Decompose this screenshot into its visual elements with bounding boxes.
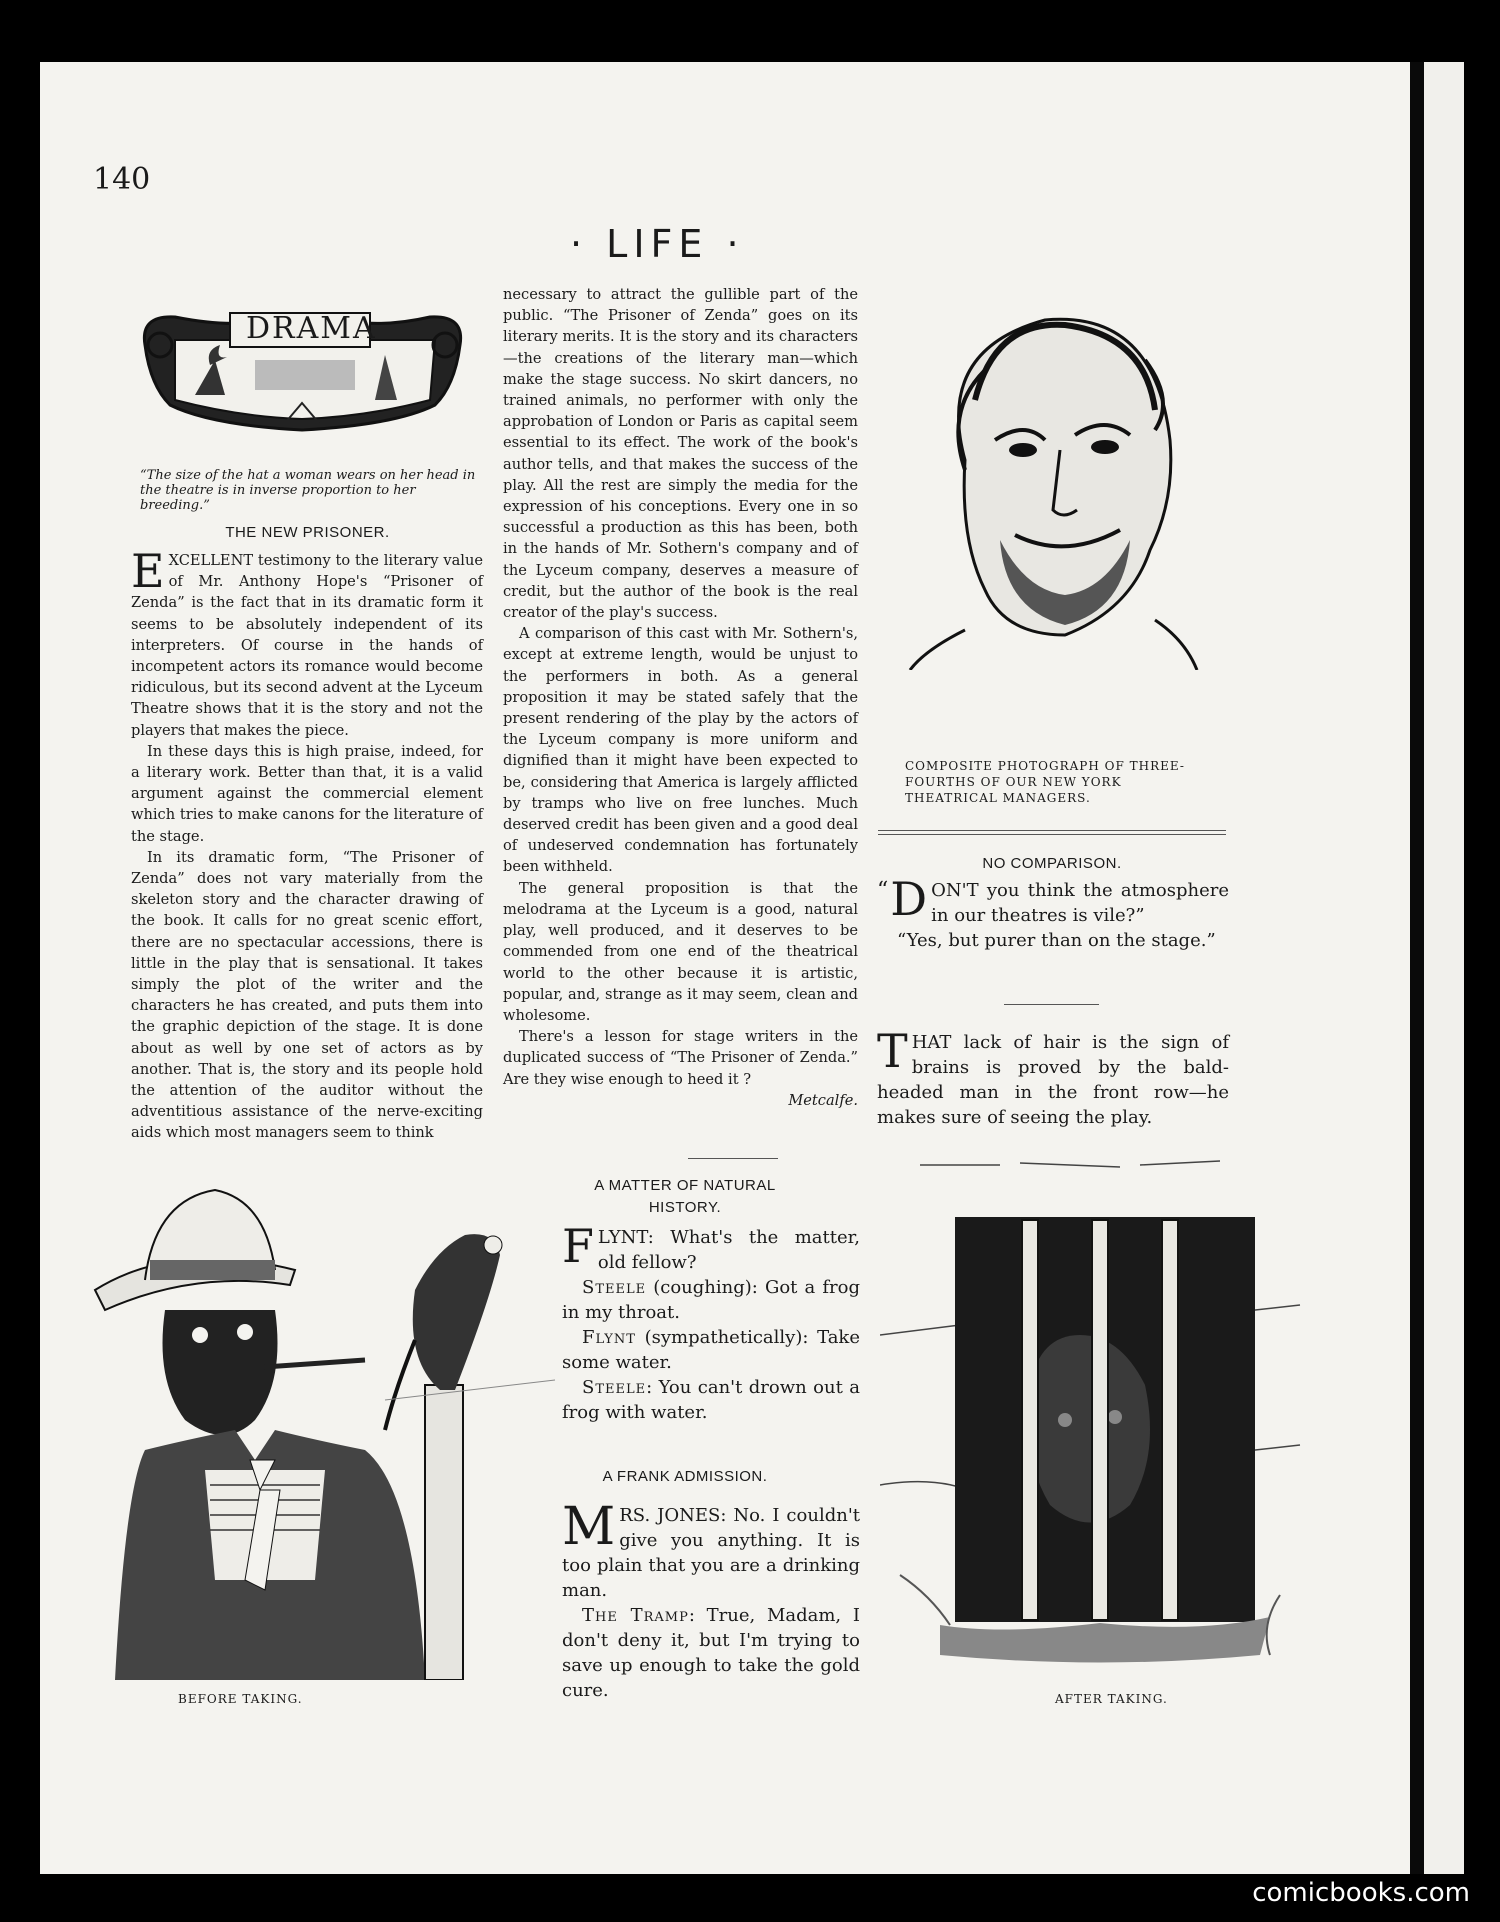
frank-admission-text: [562, 1497, 861, 1703]
drop-cap-t: T: [877, 1024, 908, 1078]
lack-of-hair-text: [877, 1024, 1229, 1130]
no-comparison-line-2: “Yes, but purer than on the stage.”: [897, 930, 1216, 951]
lack-of-hair-body: HAT lack of hair is the sign of brains is proved by the bald-headed man in the front row—he makes sure of seeing the play.: [877, 1032, 1229, 1128]
open-quote: “: [877, 878, 889, 903]
paragraph: In these days this is high praise, indeed, for a literary work. Better than that, it is a valid argument against the commercial element which tries to make canons for the literature of the stage.: [131, 742, 483, 845]
natural-history-title: A MATTER OF NATURAL HISTORY.: [594, 1177, 776, 1216]
drama-banner-label: DRAMA: [246, 311, 377, 346]
frank-admission-line-2: The Tramp: True, Madam, I don't deny it, but I'm trying to save up enough to take the gold cure.: [562, 1605, 861, 1701]
drop-cap-d: D: [890, 872, 928, 926]
composite-portrait-illustration: [905, 290, 1200, 670]
natural-history-line-3: Flynt (sympathetically): Take some water.: [562, 1327, 860, 1373]
page-spine: [1410, 62, 1424, 1874]
drop-cap-f: F: [562, 1219, 594, 1273]
paragraph: necessary to attract the gullible part of the public. “The Prisoner of Zenda” goes on its literary merits. It is the story and its characters—the creations of the literary man—which make the stage success. No skirt dancers, no trained animals, no performer with only the approbation of London or Paris as capital seem essential to its effect. The work of the book's author tells, and that makes the success of the play. All the rest are simply the media for the expression of his conceptions. Every one in so successful a production as this has been, both in the hands of Mr. Sothern's company and of the Lyceum company, deserves a measure of credit, but the author of the book is the real creator of the play's success.: [503, 286, 858, 622]
paragraph: The general proposition is that the melodrama at the Lyceum is a good, natural play, well produced, and it deserves to be commended from one end of the theatrical world to the other because it is artistic, popular, and, strange as it may seem, clean and wholesome.: [503, 879, 858, 1024]
short-divider: [688, 1158, 778, 1159]
before-taking-illustration: [85, 1160, 560, 1680]
drop-cap-m: M: [562, 1497, 616, 1557]
epigraph: “The size of the hat a woman wears on her head in the theatre is in inverse proportion to her breeding.”: [140, 468, 476, 513]
page-number: 140: [93, 162, 151, 197]
frank-admission-line-1: RS. JONES: No. I couldn't give you anything. It is too plain that you are a drinking man.: [562, 1505, 860, 1601]
next-page-edge: [1424, 62, 1464, 1874]
natural-history-line-2: Steele (coughing): Got a frog in my throat.: [562, 1277, 860, 1323]
divider: [878, 834, 1226, 835]
portrait-caption: COMPOSITE PHOTOGRAPH OF THREE-FOURTHS OF OUR NEW YORK THEATRICAL MANAGERS.: [905, 759, 1185, 805]
drop-cap-e: E: [131, 544, 165, 598]
no-comparison-line-1: ON'T you think the atmosphere in our theatres is vile?”: [931, 880, 1229, 926]
short-divider: [1004, 1004, 1099, 1005]
paragraph: A comparison of this cast with Mr. Sothern's, except at extreme length, would be unjust to the performers in both. As a general proposition it may be stated safely that the present rendering of the play by the actors of the Lyceum company is more uniform and dignified than it might have been expected to be, considering that America is largely afflicted by tramps who live on free lunches. Much deserved credit has been given and a good deal of undeserved condemnation has fortunately been withheld.: [503, 625, 858, 876]
masthead-title: · LIFE ·: [570, 222, 745, 266]
before-taking-caption: BEFORE TAKING.: [178, 1692, 303, 1706]
article-column-2: [503, 284, 858, 1111]
paragraph: XCELLENT testimony to the literary value of Mr. Anthony Hope's “Prisoner of Zenda” is the fact that in its dramatic form it seems to be absolutely independent of its interpreters. Of course in the hands of incompetent actors its romance would become ridiculous, but its second advent at the Lyceum Theatre shows that it is the story and not the players that makes the piece.: [131, 552, 483, 739]
article-column-1: [131, 544, 483, 1144]
after-taking-caption: AFTER TAKING.: [1055, 1692, 1168, 1706]
natural-history-line-1: LYNT: What's the matter, old fellow?: [597, 1227, 860, 1273]
no-comparison-text: [877, 872, 1229, 953]
natural-history-line-4: Steele: You can't drown out a frog with water.: [562, 1377, 860, 1423]
paragraph: There's a lesson for stage writers in the duplicated success of “The Prisoner of Zenda.” Are they wise enough to heed it ?: [503, 1028, 858, 1088]
no-comparison-title: NO COMPARISON.: [982, 855, 1122, 872]
natural-history-text: [562, 1219, 860, 1425]
paragraph: In its dramatic form, “The Prisoner of Zenda” does not vary materially from the skeleton story and the character drawing of the book. It calls for no great scenic effort, there are no spectacular accessions, there is little in the play that is sensational. It takes simply the plot of the writer and the characters he has created, and puts them into the graphic depiction of the stage. It is done about as well by one set of actors as by another. That is, the story and its people hold the attention of the auditor without the adventitious assistance of the nerve-exciting aids which most managers seem to think: [131, 848, 483, 1142]
frank-admission-title: A FRANK ADMISSION.: [602, 1468, 768, 1485]
divider: [878, 830, 1226, 831]
watermark: comicbooks.com: [1252, 1878, 1470, 1908]
after-taking-illustration: [880, 1155, 1310, 1675]
signature: Metcalfe.: [788, 1091, 858, 1109]
article-title-new-prisoner: THE NEW PRISONER.: [225, 524, 390, 541]
